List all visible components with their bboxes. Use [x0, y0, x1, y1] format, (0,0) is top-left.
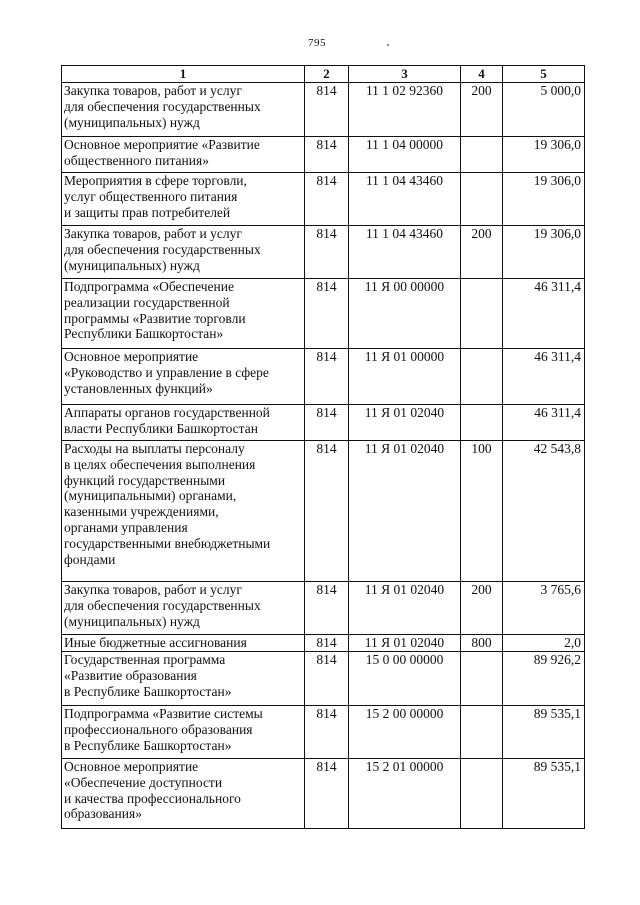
row-ministry-code-text: 814	[316, 405, 337, 420]
budget-table	[61, 65, 585, 829]
row-amount-text: 46 311,4	[534, 349, 581, 364]
row-target-article-cell	[349, 441, 461, 582]
row-amount-text: 46 311,4	[534, 279, 581, 294]
row-name-cell	[62, 349, 305, 405]
row-target-article-text: 11 1 04 43460	[365, 226, 444, 241]
row-amount-text: 2,0	[564, 635, 581, 650]
row-expense-type-cell	[461, 137, 503, 173]
row-expense-type-cell	[461, 441, 503, 582]
row-ministry-code-cell	[305, 137, 349, 173]
row-name-cell	[62, 582, 305, 635]
row-amount-cell	[503, 137, 585, 173]
table-row	[62, 349, 585, 405]
table-row	[62, 706, 585, 759]
row-amount-cell	[503, 173, 585, 226]
row-amount-text: 89 535,1	[533, 759, 581, 774]
row-expense-type-cell	[461, 405, 503, 441]
row-expense-type-cell	[461, 349, 503, 405]
row-ministry-code-text: 814	[316, 441, 337, 456]
row-expense-type-text: 200	[471, 83, 492, 98]
row-name-text: Основное мероприятие «Обеспечение доступности и качества профессионального образования»	[64, 759, 241, 822]
row-amount-text: 89 926,2	[533, 652, 581, 667]
row-ministry-code-text: 814	[316, 173, 337, 188]
row-ministry-code-cell	[305, 706, 349, 759]
table-row	[62, 405, 585, 441]
row-ministry-code-cell	[305, 652, 349, 706]
row-name-cell	[62, 441, 305, 582]
row-amount-cell	[503, 652, 585, 706]
row-ministry-code-text: 814	[316, 226, 337, 241]
table-body	[62, 83, 585, 829]
row-ministry-code-cell	[305, 226, 349, 279]
table-row	[62, 137, 585, 173]
row-target-article-text: 11 Я 01 02040	[364, 441, 445, 456]
row-target-article-text: 11 Я 01 02040	[364, 582, 445, 597]
row-expense-type-cell	[461, 279, 503, 349]
column-header-3: 3	[349, 66, 461, 83]
row-target-article-cell	[349, 226, 461, 279]
row-ministry-code-cell	[305, 173, 349, 226]
row-amount-text: 3 765,6	[540, 582, 581, 597]
table-row	[62, 441, 585, 582]
row-amount-cell	[503, 759, 585, 829]
row-name-text: Расходы на выплаты персоналу в целях обеспечения выполнения функций государственными (муниципальными) органами, казенными учреждениями, органами управления государственными внебюджетными фондами	[64, 441, 271, 567]
row-name-cell	[62, 226, 305, 279]
row-amount-text: 5 000,0	[540, 83, 581, 98]
row-expense-type-cell	[461, 226, 503, 279]
table-row	[62, 279, 585, 349]
row-expense-type-cell	[461, 652, 503, 706]
row-name-cell	[62, 652, 305, 706]
row-amount-cell	[503, 83, 585, 137]
row-target-article-text: 15 2 00 00000	[365, 706, 444, 721]
row-amount-cell	[503, 349, 585, 405]
row-name-text: Основное мероприятие «Руководство и управление в сфере установленных функций»	[64, 349, 269, 396]
row-name-cell	[62, 279, 305, 349]
row-amount-cell	[503, 405, 585, 441]
page-number	[0, 37, 640, 49]
row-expense-type-text: 200	[471, 226, 492, 241]
row-ministry-code-cell	[305, 635, 349, 652]
row-ministry-code-cell	[305, 349, 349, 405]
row-target-article-text: 11 Я 00 00000	[364, 279, 445, 294]
column-header-4: 4	[461, 66, 503, 83]
row-amount-cell	[503, 635, 585, 652]
row-name-text: Закупка товаров, работ и услуг для обеспечения государственных (муниципальных) нужд	[64, 582, 261, 629]
row-target-article-cell	[349, 652, 461, 706]
row-ministry-code-text: 814	[316, 652, 337, 667]
row-name-cell	[62, 405, 305, 441]
row-ministry-code-cell	[305, 582, 349, 635]
row-target-article-cell	[349, 279, 461, 349]
table-row	[62, 759, 585, 829]
row-amount-text: 19 306,0	[533, 226, 581, 241]
row-name-cell	[62, 759, 305, 829]
row-expense-type-text: 800	[471, 635, 492, 650]
row-target-article-text: 15 0 00 00000	[365, 652, 444, 667]
row-target-article-cell	[349, 137, 461, 173]
row-expense-type-cell	[461, 759, 503, 829]
row-name-cell	[62, 635, 305, 652]
scan-speck	[387, 44, 389, 46]
row-target-article-text: 11 1 04 00000	[365, 137, 444, 152]
row-ministry-code-cell	[305, 83, 349, 137]
row-name-text: Государственная программа «Развитие образования в Республике Башкортостан»	[64, 652, 232, 699]
row-ministry-code-text: 814	[316, 582, 337, 597]
row-ministry-code-cell	[305, 441, 349, 582]
row-target-article-cell	[349, 405, 461, 441]
row-amount-text: 19 306,0	[533, 173, 581, 188]
column-header-1: 1	[62, 66, 305, 83]
row-name-cell	[62, 706, 305, 759]
row-expense-type-cell	[461, 706, 503, 759]
row-expense-type-cell	[461, 582, 503, 635]
row-ministry-code-text: 814	[316, 279, 337, 294]
table-header-row	[62, 66, 585, 83]
row-ministry-code-text: 814	[316, 349, 337, 364]
row-amount-cell	[503, 226, 585, 279]
row-target-article-cell	[349, 635, 461, 652]
row-target-article-cell	[349, 173, 461, 226]
row-target-article-text: 11 Я 01 00000	[364, 349, 445, 364]
row-amount-cell	[503, 441, 585, 582]
row-name-text: Иные бюджетные ассигнования	[64, 635, 247, 650]
table-row	[62, 226, 585, 279]
row-ministry-code-text: 814	[316, 635, 337, 650]
row-amount-cell	[503, 706, 585, 759]
row-name-cell	[62, 83, 305, 137]
row-name-text: Основное мероприятие «Развитие общественного питания»	[64, 137, 260, 168]
row-target-article-text: 11 Я 01 02040	[364, 635, 445, 650]
row-name-text: Мероприятия в сфере торговли, услуг общественного питания и защиты прав потребителей	[64, 173, 247, 220]
row-target-article-cell	[349, 759, 461, 829]
row-expense-type-cell	[461, 173, 503, 226]
table-row	[62, 652, 585, 706]
table-row	[62, 173, 585, 226]
table-row	[62, 635, 585, 652]
page-number-text: 795	[308, 37, 326, 49]
row-ministry-code-cell	[305, 759, 349, 829]
row-target-article-cell	[349, 83, 461, 137]
row-target-article-cell	[349, 349, 461, 405]
row-target-article-cell	[349, 706, 461, 759]
row-expense-type-text: 100	[471, 441, 492, 456]
row-target-article-text: 15 2 01 00000	[365, 759, 444, 774]
row-name-text: Подпрограмма «Обеспечение реализации государственной программы «Развитие торговли Республики Башкортостан»	[64, 279, 246, 342]
table-row	[62, 582, 585, 635]
row-target-article-cell	[349, 582, 461, 635]
row-amount-text: 46 311,4	[534, 405, 581, 420]
row-name-text: Аппараты органов государственной власти Республики Башкортостан	[64, 405, 270, 436]
row-name-cell	[62, 173, 305, 226]
row-amount-text: 89 535,1	[533, 706, 581, 721]
row-ministry-code-text: 814	[316, 83, 337, 98]
row-ministry-code-cell	[305, 279, 349, 349]
row-ministry-code-cell	[305, 405, 349, 441]
row-ministry-code-text: 814	[316, 137, 337, 152]
row-amount-text: 42 543,8	[533, 441, 581, 456]
row-target-article-text: 11 Я 01 02040	[364, 405, 445, 420]
row-name-text: Закупка товаров, работ и услуг для обеспечения государственных (муниципальных) нужд	[64, 83, 261, 130]
row-name-text: Подпрограмма «Развитие системы профессионального образования в Республике Башкортостан»	[64, 706, 263, 753]
row-expense-type-text: 200	[471, 582, 492, 597]
row-target-article-text: 11 1 02 92360	[365, 83, 444, 98]
column-header-2: 2	[305, 66, 349, 83]
row-expense-type-cell	[461, 83, 503, 137]
row-name-cell	[62, 137, 305, 173]
table-row	[62, 83, 585, 137]
row-target-article-text: 11 1 04 43460	[365, 173, 444, 188]
row-amount-cell	[503, 582, 585, 635]
column-header-5: 5	[503, 66, 585, 83]
row-amount-text: 19 306,0	[533, 137, 581, 152]
row-name-text: Закупка товаров, работ и услуг для обеспечения государственных (муниципальных) нужд	[64, 226, 261, 273]
row-ministry-code-text: 814	[316, 706, 337, 721]
row-amount-cell	[503, 279, 585, 349]
row-expense-type-cell	[461, 635, 503, 652]
row-ministry-code-text: 814	[316, 759, 337, 774]
